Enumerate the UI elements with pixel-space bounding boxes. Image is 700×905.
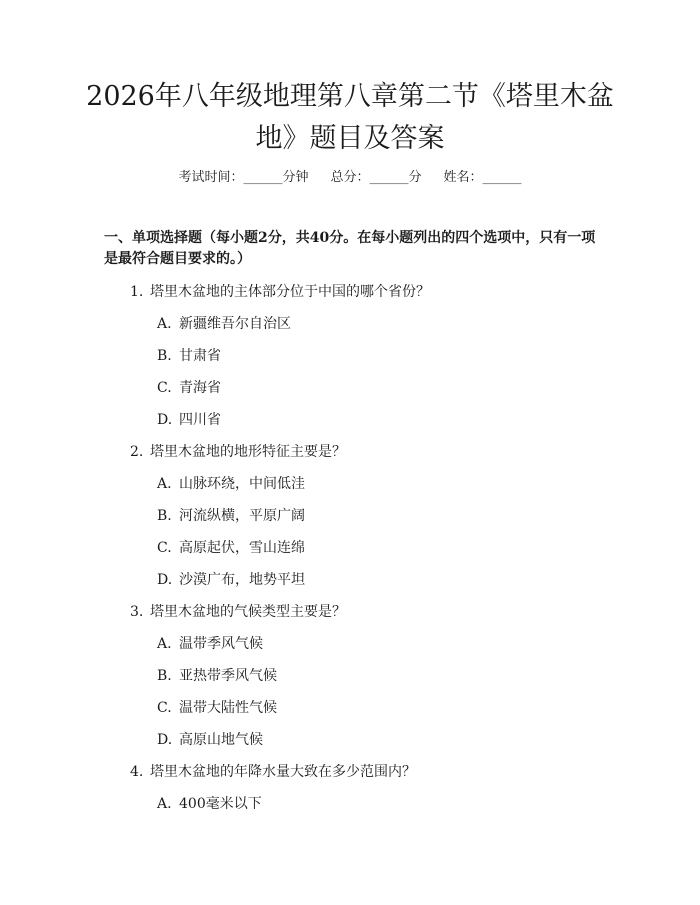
- question-text: 塔里木盆地的气候类型主要是？: [150, 604, 346, 620]
- option-1a: [157, 314, 291, 334]
- option-3c: [157, 698, 277, 718]
- option-2c: [157, 538, 305, 558]
- question-text: 塔里木盆地的地形特征主要是？: [150, 444, 346, 460]
- question-number: 4.: [130, 764, 144, 780]
- option-letter: A.: [157, 476, 172, 492]
- total-score-field: 总分：______分: [330, 170, 422, 185]
- option-text: 甘肃省: [179, 348, 221, 364]
- option-3d: [157, 730, 263, 750]
- option-3b: [157, 666, 277, 686]
- option-1b: [157, 346, 221, 366]
- option-letter: A.: [157, 316, 172, 332]
- question-2: [130, 442, 346, 462]
- option-text: 亚热带季风气候: [179, 668, 277, 684]
- option-text: 温带季风气候: [179, 636, 263, 652]
- question-1: [130, 282, 430, 302]
- option-text: 高原山地气候: [179, 732, 263, 748]
- option-letter: D.: [157, 732, 173, 748]
- option-text: 高原起伏，雪山连绵: [179, 540, 305, 556]
- option-letter: A.: [157, 636, 172, 652]
- option-letter: D.: [157, 412, 173, 428]
- option-2b: [157, 506, 305, 526]
- student-name-field: 姓名：______: [443, 170, 522, 185]
- question-number: 3.: [130, 604, 144, 620]
- option-letter: C.: [157, 380, 172, 396]
- option-letter: B.: [157, 668, 172, 684]
- option-letter: C.: [157, 540, 172, 556]
- exam-meta-line: [0, 168, 700, 188]
- option-text: 400毫米以下: [179, 796, 262, 812]
- option-letter: A.: [157, 796, 172, 812]
- question-number: 1.: [130, 284, 144, 300]
- option-text: 沙漠广布，地势平坦: [179, 572, 305, 588]
- exam-time-field: 考试时间：______分钟: [178, 170, 309, 185]
- option-2d: [157, 570, 305, 590]
- option-1c: [157, 378, 221, 398]
- question-3: [130, 602, 346, 622]
- question-4: [130, 762, 416, 782]
- option-text: 山脉环绕，中间低洼: [179, 476, 305, 492]
- option-text: 温带大陆性气候: [179, 700, 277, 716]
- option-3a: [157, 634, 263, 654]
- section-heading: 一、单项选择题（每小题2分，共40分。在每小题列出的四个选项中，只有一项是最符合题目要求的。）: [104, 230, 596, 267]
- question-text: 塔里木盆地的主体部分位于中国的哪个省份？: [150, 284, 430, 300]
- question-number: 2.: [130, 444, 144, 460]
- option-2a: [157, 474, 305, 494]
- document-title: 2026年八年级地理第八章第二节《塔里木盆地》题目及答案: [86, 81, 614, 154]
- option-text: 青海省: [179, 380, 221, 396]
- option-text: 新疆维吾尔自治区: [179, 316, 291, 332]
- option-letter: D.: [157, 572, 173, 588]
- option-letter: C.: [157, 700, 172, 716]
- option-letter: B.: [157, 508, 172, 524]
- question-text: 塔里木盆地的年降水量大致在多少范围内？: [150, 764, 416, 780]
- option-text: 四川省: [179, 412, 221, 428]
- option-1d: [157, 410, 221, 430]
- option-4a: [157, 794, 262, 814]
- option-text: 河流纵横，平原广阔: [179, 508, 305, 524]
- option-letter: B.: [157, 348, 172, 364]
